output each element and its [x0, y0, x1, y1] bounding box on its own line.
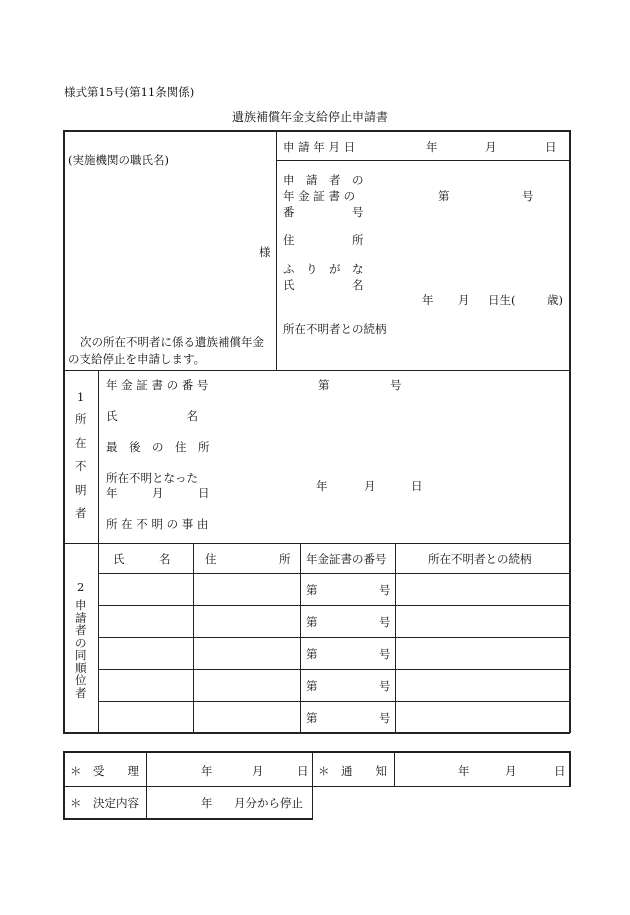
- birth-month[interactable]: 月: [458, 293, 470, 307]
- row-cert-go: 号: [379, 711, 391, 725]
- request-text-line2: の支給停止を申請します。: [68, 352, 206, 366]
- addressee-label: (実施機関の職氏名): [68, 153, 169, 167]
- receipt-day: 日: [297, 764, 309, 778]
- section2-number: 2: [77, 580, 85, 594]
- decision-year: 年: [201, 796, 213, 810]
- birth-day[interactable]: 日生(: [488, 293, 516, 307]
- receipt-month: 月: [252, 764, 264, 778]
- applicant-cert-go[interactable]: 号: [522, 189, 534, 203]
- missing-since-day[interactable]: 日: [411, 479, 423, 493]
- relation-to-missing-label: 所在不明者との続柄: [283, 322, 387, 336]
- applicant-cert-dai[interactable]: 第: [438, 189, 450, 203]
- section1-title-char: 者: [75, 506, 87, 520]
- section1-title-char: 不: [75, 459, 87, 473]
- row-cert-go: 号: [379, 583, 391, 597]
- missing-cert-label: 年 金 証 書 の 番 号: [106, 378, 209, 392]
- missing-last-address-label: 最 後 の 住 所: [106, 440, 210, 454]
- applicant-address-label: 住 所: [283, 233, 364, 247]
- decision-text: 月分から停止: [234, 796, 303, 810]
- section1-number: 1: [77, 390, 85, 404]
- col-header-address-left: 住: [205, 552, 217, 566]
- col-header-relation: 所在不明者との続柄: [428, 552, 532, 566]
- missing-name-label: 氏 名: [106, 409, 198, 423]
- notice-day: 日: [554, 764, 566, 778]
- application-date-day[interactable]: 日: [545, 140, 557, 154]
- section1-title-char: 在: [75, 435, 87, 450]
- cert-label-line1: 申 請 者 の: [283, 173, 364, 187]
- form-title: 遺族補償年金支給停止申請書: [232, 110, 389, 124]
- col-header-name: 氏 名: [113, 552, 171, 566]
- section2-title-char: 同: [75, 648, 87, 662]
- missing-since-month[interactable]: 月: [364, 479, 376, 493]
- receipt-year: 年: [201, 764, 213, 778]
- col-header-cert: 年金証書の番号: [306, 552, 387, 566]
- section2-title-char: 者: [75, 623, 87, 637]
- section2-title-char: 順: [75, 660, 87, 675]
- col-header-address-right: 所: [279, 552, 291, 566]
- form-number: 様式第15号(第11条関係): [64, 85, 195, 99]
- section2-title: [75, 600, 87, 699]
- request-text-line1: 次の所在不明者に係る遺族補償年金: [80, 335, 264, 349]
- notice-year: 年: [458, 764, 470, 778]
- row-cert-dai: 第: [306, 647, 318, 661]
- notice-month: 月: [505, 764, 517, 778]
- missing-since-label-line2: 年 月 日: [106, 486, 210, 500]
- application-date-month[interactable]: 月: [485, 140, 497, 154]
- section2-title-char: 者: [75, 685, 87, 700]
- decision-label: ＊ 決定内容: [70, 796, 139, 810]
- application-date-label: 申 請 年 月 日: [283, 140, 356, 154]
- row-cert-dai: 第: [306, 711, 318, 725]
- section2-title-char: 請: [75, 610, 87, 625]
- section1-title: [75, 414, 87, 520]
- cert-label-line2: 年 金 証 書 の: [283, 189, 356, 203]
- receipt-label: ＊ 受 理: [70, 764, 139, 778]
- applicant-name-label: 氏 名: [283, 278, 364, 292]
- missing-since-year[interactable]: 年: [316, 479, 328, 493]
- row-cert-go: 号: [379, 647, 391, 661]
- row-cert-dai: 第: [306, 583, 318, 597]
- missing-cert-dai[interactable]: 第: [318, 378, 330, 392]
- section2-title-char: の: [75, 635, 87, 650]
- missing-reason-label: 所 在 不 明 の 事 由: [106, 517, 209, 531]
- section2-title-char: 申: [75, 598, 87, 612]
- honorific-sama: 様: [259, 245, 271, 259]
- section2-title-char: 位: [75, 673, 87, 687]
- row-cert-go: 号: [379, 615, 391, 629]
- birth-year[interactable]: 年: [422, 293, 434, 307]
- notice-label: ＊ 通 知: [318, 764, 387, 778]
- applicant-furigana-label: ふ り が な: [283, 262, 364, 276]
- row-cert-go: 号: [379, 679, 391, 693]
- missing-since-label-line1: 所在不明となった: [106, 471, 198, 485]
- cert-label-line3: 番 号: [283, 205, 364, 219]
- section1-title-char: 明: [75, 482, 87, 497]
- row-cert-dai: 第: [306, 615, 318, 629]
- birth-age[interactable]: 歳): [547, 293, 563, 307]
- application-date-year[interactable]: 年: [426, 140, 438, 154]
- missing-cert-go[interactable]: 号: [390, 378, 402, 392]
- section1-title-char: 所: [75, 412, 87, 426]
- row-cert-dai: 第: [306, 679, 318, 693]
